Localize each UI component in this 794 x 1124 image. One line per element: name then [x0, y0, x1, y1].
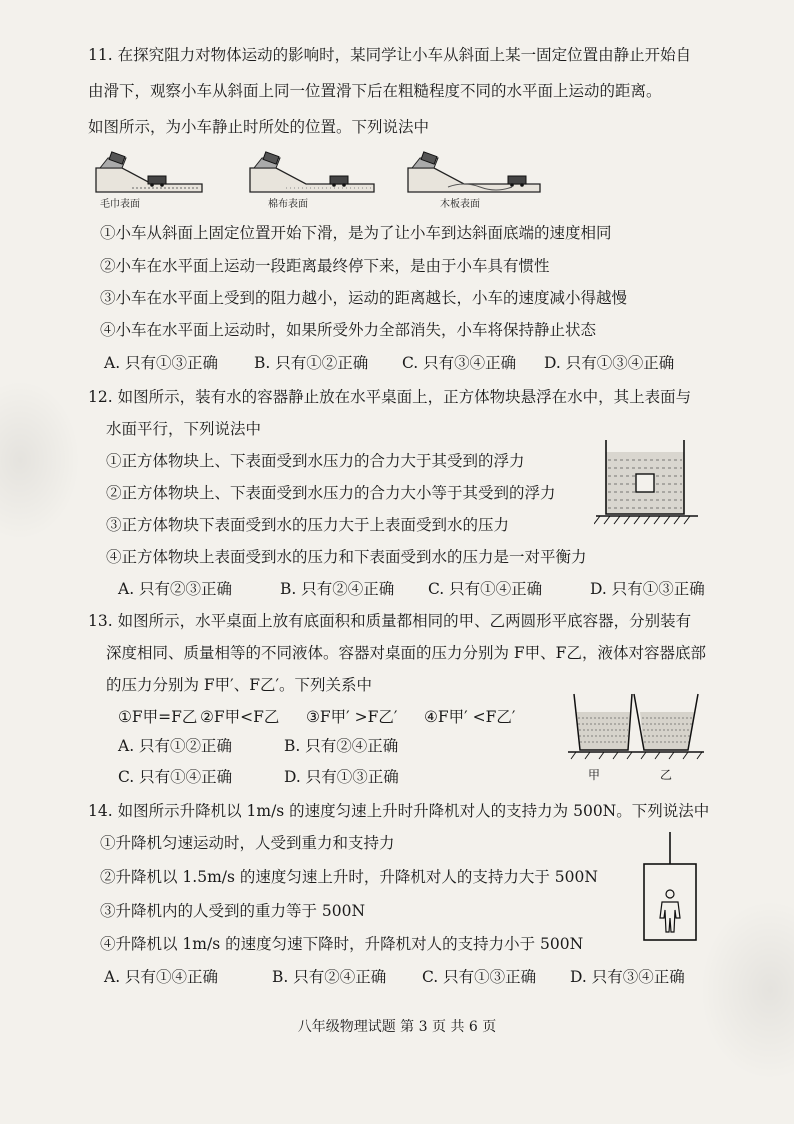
q12-statement-4: ④正方体物块上表面受到水的压力和下表面受到水的压力是一对平衡力 [106, 548, 587, 566]
q13-relations [118, 706, 515, 728]
q12-option-a[interactable]: A. 只有②③正确 [118, 580, 233, 598]
q13-option-a[interactable]: A. 只有①②正确 [118, 737, 233, 755]
q13-option-b[interactable]: B. 只有②④正确 [284, 737, 399, 755]
q12-statement-1: ①正方体物块上、下表面受到水压力的合力大于其受到的浮力 [106, 452, 525, 470]
q11-stem-line-3: 如图所示，为小车静止时所处的位置。下列说法中 [88, 118, 430, 136]
page-footer: 八年级物理试题 第 3 页 共 6 页 [297, 1019, 497, 1035]
q13-caption-jia: 甲 [588, 768, 601, 782]
q13-stem-line-3: 的压力分别为 F甲′、F乙′。下列关系中 [106, 676, 372, 694]
q13-options-row-1 [118, 735, 398, 757]
q14-elevator-figure [640, 832, 700, 944]
q13-containers-figure [568, 690, 704, 762]
q12-option-c[interactable]: C. 只有①④正确 [428, 580, 543, 598]
q12-option-b[interactable]: B. 只有②④正确 [280, 580, 395, 598]
q11-option-a[interactable]: A. 只有①③正确 [104, 354, 219, 372]
q13-relation-1: ①F甲=F乙 [118, 708, 198, 726]
q13-options-row-2 [118, 766, 399, 788]
q14-option-a[interactable]: A. 只有①④正确 [104, 968, 219, 986]
q11-option-c[interactable]: C. 只有③④正确 [402, 354, 517, 372]
q11-statement-2: ②小车在水平面上运动一段距离最终停下来，是由于小车具有惯性 [100, 257, 550, 275]
q11-option-d[interactable]: D. 只有①③④正确 [544, 354, 675, 372]
q11-stem-line-1: 11. 在探究阻力对物体运动的影响时，某同学让小车从斜面上某一固定位置由静止开始自 [88, 46, 692, 64]
q13-relation-3: ③F甲′ >F乙′ [306, 708, 398, 726]
q12-statement-3: ③正方体物块下表面受到水的压力大于上表面受到水的压力 [106, 516, 510, 534]
q14-statement-1: ①升降机匀速运动时，人受到重力和支持力 [100, 834, 395, 852]
q11-statement-4: ④小车在水平面上运动时，如果所受外力全部消失，小车将保持静止状态 [100, 321, 597, 339]
q11-statement-1: ①小车从斜面上固定位置开始下滑，是为了让小车到达斜面底端的速度相同 [100, 224, 612, 242]
q11-option-b[interactable]: B. 只有①②正确 [254, 354, 369, 372]
q11-caption-wood: 木板表面 [440, 199, 480, 210]
q12-stem-line-2: 水面平行，下列说法中 [106, 420, 262, 438]
q12-option-d[interactable]: D. 只有①③正确 [590, 580, 705, 598]
q11-stem-line-2: 由滑下，观察小车从斜面上同一位置滑下后在粗糙程度不同的水平面上运动的距离。 [88, 82, 662, 100]
q14-option-c[interactable]: C. 只有①③正确 [422, 968, 537, 986]
q11-ramp-figure-cotton [246, 148, 386, 208]
q12-options [118, 578, 705, 600]
q13-relation-2: ②F甲<F乙 [200, 708, 280, 726]
q13-caption-yi: 乙 [660, 768, 673, 782]
q14-statement-2: ②升降机以 1.5m/s 的速度匀速上升时，升降机对人的支持力大于 500N [100, 868, 598, 886]
q11-options [104, 352, 674, 374]
q13-stem-line-1: 13. 如图所示，水平桌面上放有底面积和质量都相同的甲、乙两圆形平底容器，分别装有 [88, 612, 692, 630]
q14-statement-4: ④升降机以 1m/s 的速度匀速下降时，升降机对人的支持力小于 500N [100, 935, 584, 953]
q12-stem-line-1: 12. 如图所示，装有水的容器静止放在水平桌面上，正方体物块悬浮在水中，其上表面与 [88, 388, 692, 406]
person-icon [660, 890, 680, 932]
q13-option-d[interactable]: D. 只有①③正确 [284, 768, 399, 786]
q11-caption-towel: 毛巾表面 [100, 199, 140, 210]
q14-option-d[interactable]: D. 只有③④正确 [570, 968, 685, 986]
q14-stem-line-1: 14. 如图所示升降机以 1m/s 的速度匀速上升时升降机对人的支持力为 500N。下列说法中 [88, 802, 710, 820]
q14-statement-3: ③升降机内的人受到的重力等于 500N [100, 902, 366, 920]
q11-statement-3: ③小车在水平面上受到的阻力越小，运动的距离越长，小车的速度减小得越慢 [100, 289, 628, 307]
q12-container-figure [594, 438, 704, 530]
q13-option-c[interactable]: C. 只有①④正确 [118, 768, 233, 786]
q11-caption-cotton: 棉布表面 [268, 199, 308, 210]
q14-options [104, 966, 685, 988]
q12-statement-2: ②正方体物块上、下表面受到水压力的合力大小等于其受到的浮力 [106, 484, 556, 502]
q14-option-b[interactable]: B. 只有②④正确 [272, 968, 387, 986]
q13-stem-line-2: 深度相同、质量相等的不同液体。容器对桌面的压力分别为 F甲、F乙，液体对容器底部 [106, 644, 706, 662]
q13-relation-4: ④F甲′ <F乙′ [424, 708, 516, 726]
